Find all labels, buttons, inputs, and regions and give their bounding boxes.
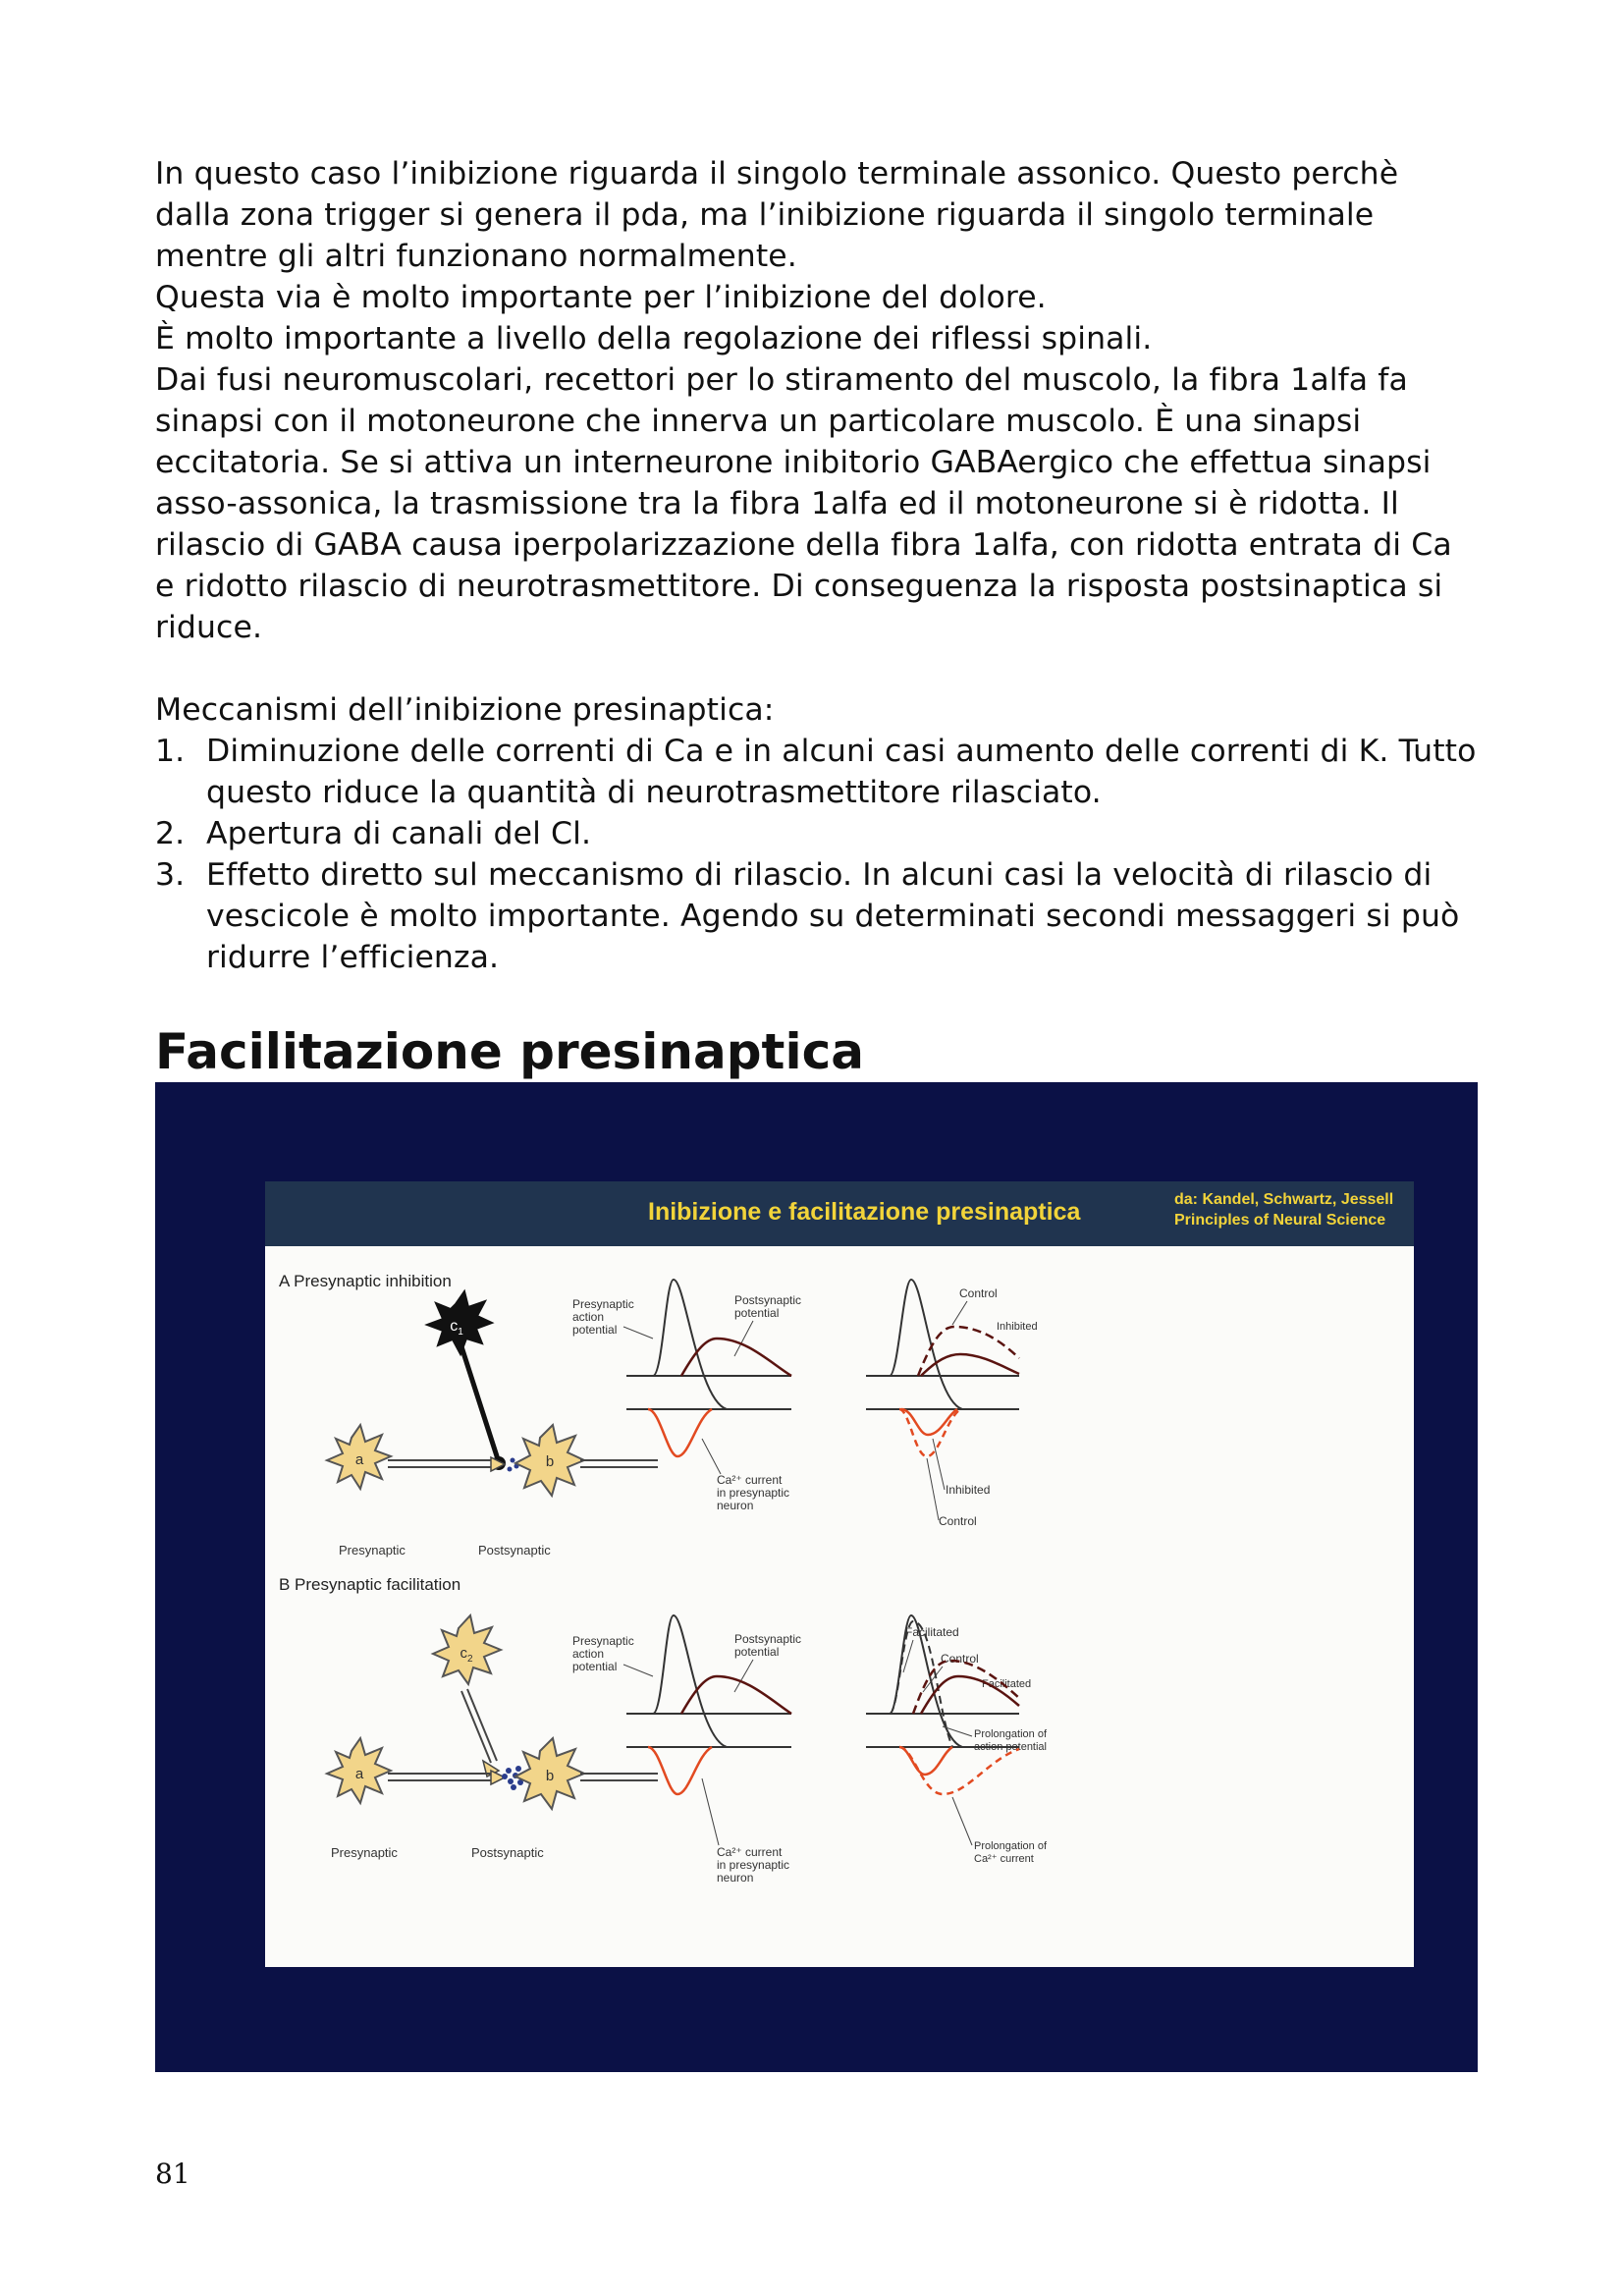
prolongation-label: Prolongation of xyxy=(974,1840,1047,1852)
axon-c2 xyxy=(461,1691,491,1763)
list-number: 2. xyxy=(155,816,186,851)
prolongation-label: Prolongation of xyxy=(974,1728,1047,1740)
pre-ap-label: potential xyxy=(572,1660,618,1673)
pointer-line xyxy=(623,1327,653,1339)
panel-b-middle-traces xyxy=(572,1615,801,1885)
post-p-label: Postsynaptic xyxy=(734,1632,802,1646)
figure-diagram xyxy=(265,1181,1414,1967)
post-p-label: potential xyxy=(734,1306,780,1320)
label-presynaptic-b: Presynaptic xyxy=(331,1845,398,1860)
vesicle xyxy=(511,1458,515,1463)
ca-label: neuron xyxy=(717,1499,754,1512)
list-text: Apertura di canali del Cl. xyxy=(206,816,592,851)
pointer-line xyxy=(952,1797,972,1845)
ca-label: in presynaptic xyxy=(717,1858,790,1872)
calcium-current-trace xyxy=(648,1409,712,1456)
panel-b-right-traces xyxy=(866,1615,1048,1865)
pre-ap-label: Presynaptic xyxy=(572,1634,634,1648)
neuron-a-label: a xyxy=(354,1766,364,1782)
neuron-c1-label: $c_1$ xyxy=(450,1318,463,1338)
panel-a-right-traces xyxy=(866,1280,1038,1528)
neuron-b-label: b xyxy=(545,1453,555,1470)
list-number: 3. xyxy=(155,857,186,893)
paragraph-3: È molto importante a livello della regolazione dei riflessi spinali. xyxy=(155,321,1153,356)
vesicle xyxy=(508,1467,513,1472)
action-potential-trace xyxy=(890,1280,1019,1409)
pointer-line xyxy=(734,1660,753,1692)
list-text: Effetto diretto sul meccanismo di rilascio. In alcuni casi la velocità di rilascio di vescicole è molto importante. Agendo su determinati secondi messaggeri si può ridurre l’efficienza. xyxy=(206,857,1460,975)
facilitated-label: Facilitated xyxy=(905,1625,959,1639)
list-item xyxy=(155,731,1481,813)
control-label: Control xyxy=(941,1652,979,1666)
pointer-line xyxy=(623,1665,653,1676)
control-ca-trace xyxy=(899,1747,952,1775)
pre-ap-label: action xyxy=(572,1647,605,1661)
mechanisms-list xyxy=(155,731,1481,978)
ca-label: Ca²⁺ current xyxy=(717,1845,783,1859)
pointer-line xyxy=(702,1778,719,1845)
control-label: Control xyxy=(959,1286,998,1300)
panel-b-label: B Presynaptic facilitation xyxy=(279,1575,461,1594)
pre-ap-label: action xyxy=(572,1310,605,1324)
list-text: Diminuzione delle correnti di Ca e in alcuni casi aumento delle correnti di K. Tutto questo riduce la quantità di neurotrasmettitore rilasciato. xyxy=(206,734,1477,810)
neuron-b-label: b xyxy=(545,1768,555,1784)
inhibited-label: Inhibited xyxy=(946,1483,991,1497)
slide-panel xyxy=(265,1181,1414,1967)
neuron-c1 xyxy=(427,1291,492,1354)
list-item xyxy=(155,813,1481,854)
neuron-c2-label: $c_2$ xyxy=(460,1645,473,1665)
section-heading: Facilitazione presinaptica xyxy=(155,1023,864,1080)
panel-a-middle-traces xyxy=(572,1280,801,1512)
paragraph-4: Dai fusi neuromuscolari, recettori per lo stiramento del muscolo, la fibra 1alfa fa sinapsi con il motoneurone che innerva un particolare muscolo. È una sinapsi eccitatoria. Se si attiva un interneurone inibitorio GABAergico che effettua sinapsi asso-assonica, la trasmissione tra la fibra 1alfa ed il motoneurone si è ridotta. Il rilascio di GABA causa iperpolarizzazione della fibra 1alfa, con ridotta entrata di Ca e ridotto rilascio di neurotrasmettitore. Di conseguenza la risposta postsinaptica si riduce. xyxy=(155,362,1452,645)
facilitated-label: Facilitated xyxy=(982,1678,1032,1690)
post-p-label: Postsynaptic xyxy=(734,1293,802,1307)
control-label: Control xyxy=(939,1514,977,1528)
inhibited-label: Inhibited xyxy=(997,1321,1038,1333)
axon-c1 xyxy=(460,1340,498,1459)
slide-title: Inibizione e facilitazione presinaptica xyxy=(648,1198,1081,1226)
list-item xyxy=(155,854,1481,978)
prolongation-label: action potential xyxy=(974,1741,1047,1753)
source-line-1: da: Kandel, Schwartz, Jessell xyxy=(1174,1191,1394,1208)
pre-ap-label: Presynaptic xyxy=(572,1297,634,1311)
calcium-current-trace xyxy=(648,1747,712,1794)
prolongation-label: Ca²⁺ current xyxy=(974,1853,1034,1865)
pointer-line xyxy=(927,1458,939,1520)
pointer-line xyxy=(952,1301,967,1325)
list-number: 1. xyxy=(155,734,186,769)
body-text xyxy=(155,153,1481,978)
source-line-2: Principles of Neural Science xyxy=(1174,1212,1386,1229)
paragraph-1: In questo caso l’inibizione riguarda il singolo terminale assonico. Questo perchè dalla zona trigger si genera il pda, ma l’inibizione riguarda il singolo terminale mentre gli altri funzionano normalmente. xyxy=(155,156,1399,274)
pointer-line xyxy=(734,1321,753,1356)
neuron-a-label: a xyxy=(354,1451,364,1468)
pre-ap-label: potential xyxy=(572,1323,618,1337)
page-number: 81 xyxy=(155,2158,190,2190)
panel-a-label: A Presynaptic inhibition xyxy=(279,1272,452,1290)
mechanisms-intro: Meccanismi dell’inibizione presinaptica: xyxy=(155,692,775,728)
label-postsynaptic-b: Postsynaptic xyxy=(471,1845,544,1860)
paragraph-2: Questa via è molto importante per l’inibizione del dolore. xyxy=(155,280,1047,315)
ca-label: Ca²⁺ current xyxy=(717,1473,783,1487)
ca-label: neuron xyxy=(717,1871,754,1885)
label-postsynaptic-a: Postsynaptic xyxy=(478,1543,551,1558)
axon-c2 xyxy=(467,1689,497,1761)
pointer-line xyxy=(702,1439,721,1474)
label-presynaptic-a: Presynaptic xyxy=(339,1543,406,1558)
post-p-label: potential xyxy=(734,1645,780,1659)
ca-label: in presynaptic xyxy=(717,1486,790,1500)
figure-slide xyxy=(155,1082,1478,2072)
